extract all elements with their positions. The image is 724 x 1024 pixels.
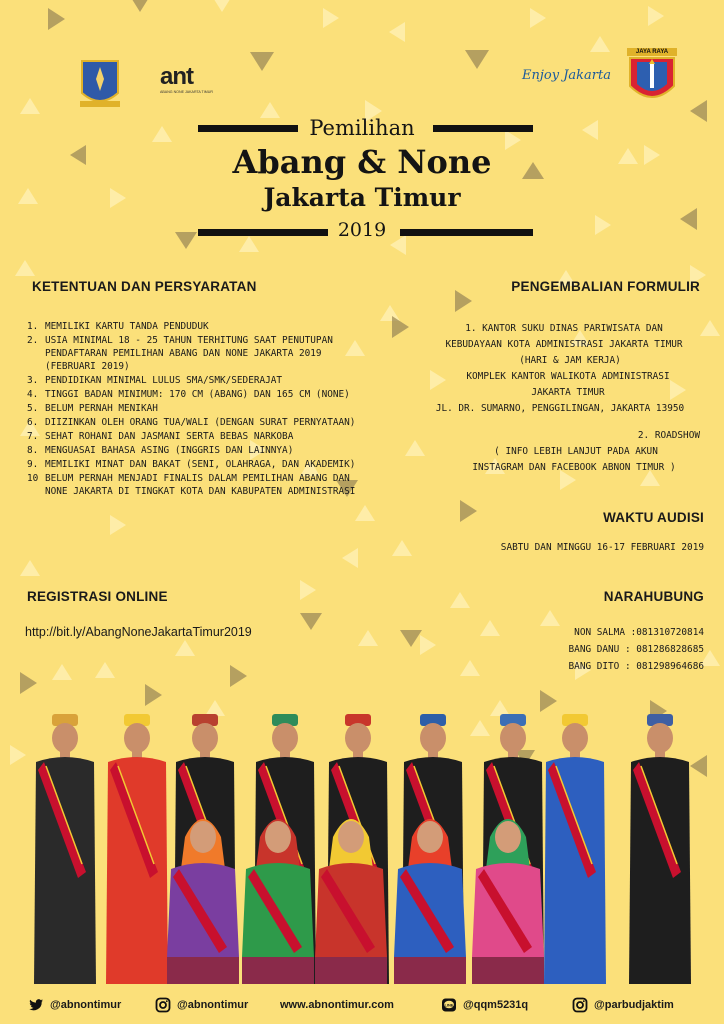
registration-url-link[interactable]: http://bit.ly/AbangNoneJakartaTimur2019 <box>25 625 252 639</box>
contact-danu: BANG DANU : 081286828685 <box>568 644 704 655</box>
footer-website[interactable] <box>280 994 394 1016</box>
triangle-decoration <box>389 22 405 42</box>
finalist-front-row <box>470 807 546 984</box>
regional-emblem-logo <box>76 57 124 111</box>
triangle-decoration <box>480 620 500 636</box>
requirement-text: BELUM PERNAH MENJADI FINALIS DALAM PEMILIHAN ABANG DAN NONE JAKARTA DI TINGKAT KOTA DAN KABUPATEN ADMINISTRASI <box>45 473 356 497</box>
footer-line-handle: @qqm5231q <box>463 999 529 1011</box>
enjoy-jakarta-logo <box>522 60 618 90</box>
requirement-item <box>27 320 357 333</box>
ant-logo-subtext: ABANG NONE JAKARTA TIMUR <box>160 90 213 94</box>
triangle-decoration <box>392 540 412 556</box>
line-chat-icon <box>441 997 457 1013</box>
requirement-item <box>27 472 357 498</box>
title-year: 2019 <box>337 219 387 241</box>
audition-heading: WAKTU AUDISI <box>603 510 704 525</box>
triangle-decoration <box>20 672 37 694</box>
ant-logo-text: ant <box>160 63 193 90</box>
return-form-line: JL. DR. SUMARNO, PENGGILINGAN, JAKARTA 13950 <box>435 403 685 414</box>
triangle-decoration <box>15 260 35 276</box>
requirement-number: 4. <box>27 389 39 400</box>
triangle-decoration <box>212 0 232 12</box>
footer-twitter[interactable] <box>28 994 121 1016</box>
triangle-decoration <box>460 500 477 522</box>
instagram-icon <box>155 997 171 1013</box>
footer-instagram-handle: @abnontimur <box>177 999 249 1011</box>
registration-heading: REGISTRASI ONLINE <box>27 589 168 604</box>
triangle-decoration <box>250 52 274 71</box>
return-form-line: ( INFO LEBIH LANJUT PADA AKUN <box>494 446 658 457</box>
instagram-icon <box>572 997 588 1013</box>
requirement-number: 3. <box>27 375 39 386</box>
triangle-decoration <box>20 560 40 576</box>
requirement-text: TINGGI BADAN MINIMUM: 170 CM (ABANG) DAN 165 CM (NONE) <box>45 389 350 400</box>
footer-website-link: www.abnontimur.com <box>280 999 394 1011</box>
requirement-text: MEMILIKI MINAT DAN BAKAT (SENI, OLAHRAGA, DAN AKADEMIK) <box>45 459 356 470</box>
return-form-line: 2. ROADSHOW <box>637 430 700 441</box>
requirement-text: MEMILIKI KARTU TANDA PENDUDUK <box>45 321 209 332</box>
requirement-item <box>27 374 357 387</box>
enjoy-jakarta-text: Enjoy Jakarta <box>522 68 611 83</box>
requirement-text: MENGUASAI BAHASA ASING (INGGRIS DAN LAINNYA) <box>45 445 294 456</box>
requirement-item <box>27 430 357 443</box>
footer-twitter-handle: @abnontimur <box>50 999 122 1011</box>
requirements-heading: KETENTUAN DAN PERSYARATAN <box>32 279 257 294</box>
triangle-decoration <box>455 290 472 312</box>
footer-instagram-2[interactable] <box>572 994 674 1016</box>
contacts-heading: NARAHUBUNG <box>603 589 704 604</box>
requirement-item <box>27 416 357 429</box>
triangle-decoration <box>95 662 115 678</box>
finalist-back-row <box>625 712 695 984</box>
triangle-decoration <box>20 98 40 114</box>
svg-text:LINE: LINE <box>444 1002 454 1008</box>
jaya-raya-ribbon: JAYA RAYA <box>627 48 677 56</box>
requirements-list <box>27 320 357 499</box>
triangle-decoration <box>145 684 162 706</box>
finalist-front-row <box>313 807 389 984</box>
requirement-number: 5. <box>27 403 39 414</box>
return-form-line: 1. KANTOR SUKU DINAS PARIWISATA DAN <box>465 323 663 334</box>
triangle-decoration <box>400 630 422 647</box>
finalist-front-row <box>165 807 241 984</box>
finalist-back-row <box>102 712 172 984</box>
footer-instagram[interactable] <box>155 994 248 1016</box>
return-form-line: KOMPLEK KANTOR WALIKOTA ADMINISTRASI <box>466 371 670 382</box>
finalist-back-row <box>30 712 100 984</box>
triangle-decoration <box>342 548 358 568</box>
jakarta-coat-of-arms-logo <box>627 48 677 106</box>
return-form-block <box>420 322 720 474</box>
title-line-2: Abang & None <box>232 143 492 181</box>
finalist-front-row <box>392 807 468 984</box>
requirement-item <box>27 444 357 457</box>
triangle-decoration <box>648 6 664 26</box>
requirement-item <box>27 388 357 401</box>
triangle-decoration <box>52 664 72 680</box>
requirement-text: BELUM PERNAH MENIKAH <box>45 403 158 414</box>
contact-dito: BANG DITO : 081298964686 <box>568 661 704 672</box>
triangle-decoration <box>450 592 470 608</box>
triangle-decoration <box>420 635 436 655</box>
triangle-decoration <box>465 50 489 69</box>
requirement-item <box>27 458 357 471</box>
triangle-decoration <box>300 613 322 630</box>
triangle-decoration <box>10 745 26 765</box>
requirement-item <box>27 402 357 415</box>
requirement-number: 1. <box>27 321 39 332</box>
requirement-text: PENDIDIKAN MINIMAL LULUS SMA/SMK/SEDERAJAT <box>45 375 283 386</box>
return-form-line: INSTAGRAM DAN FACEBOOK ABNON TIMUR ) <box>472 462 676 473</box>
return-form-line: (HARI & JAM KERJA) <box>519 355 621 366</box>
title-line-1: Pemilihan <box>309 116 415 140</box>
return-form-heading: PENGEMBALIAN FORMULIR <box>511 279 700 294</box>
requirement-number: 9. <box>27 459 39 470</box>
triangle-decoration <box>460 660 480 676</box>
footer-instagram2-handle: @parbudjaktim <box>594 999 674 1011</box>
requirement-text: DIIZINKAN OLEH ORANG TUA/WALI (DENGAN SURAT PERNYATAAN) <box>45 417 356 428</box>
triangle-decoration <box>540 610 560 626</box>
requirement-number: 2. <box>27 335 39 346</box>
triangle-decoration <box>590 36 610 52</box>
contact-salma: NON SALMA :081310720814 <box>574 627 704 638</box>
requirement-text: USIA MINIMAL 18 - 25 TAHUN TERHITUNG SAAT PENUTUPAN PENDAFTARAN PEMILIHAN ABANG DAN NONE JAKARTA 2019 (FEBRUARI 2019) <box>45 335 333 372</box>
title-line-3: Jakarta Timur <box>263 183 461 212</box>
triangle-decoration <box>358 630 378 646</box>
triangle-decoration <box>110 515 126 535</box>
requirement-number: 10 <box>27 473 39 484</box>
ant-logo <box>160 64 220 104</box>
requirement-item <box>27 334 357 373</box>
finalists-group-photo <box>30 712 710 984</box>
triangle-decoration <box>130 0 150 12</box>
requirement-text: SEHAT ROHANI DAN JASMANI SERTA BEBAS NARKOBA <box>45 431 294 442</box>
contacts-block <box>569 624 704 675</box>
triangle-decoration <box>323 8 339 28</box>
triangle-decoration <box>540 690 557 712</box>
requirement-number: 7. <box>27 431 39 442</box>
triangle-decoration <box>355 505 375 521</box>
triangle-decoration <box>300 580 316 600</box>
requirement-number: 8. <box>27 445 39 456</box>
triangle-decoration <box>392 316 409 338</box>
triangle-decoration <box>230 665 247 687</box>
requirement-number: 6. <box>27 417 39 428</box>
triangle-decoration <box>175 640 195 656</box>
return-form-line: JAKARTA TIMUR <box>531 387 605 398</box>
footer-line[interactable] <box>441 994 528 1016</box>
return-form-line: KEBUDAYAAN KOTA ADMINISTRASI JAKARTA TIMUR <box>445 339 683 350</box>
triangle-decoration <box>530 8 546 28</box>
audition-text: SABTU DAN MINGGU 16-17 FEBRUARI 2019 <box>500 542 704 553</box>
twitter-icon <box>28 997 44 1013</box>
finalist-front-row <box>240 807 316 984</box>
triangle-decoration <box>48 8 65 30</box>
finalist-back-row <box>540 712 610 984</box>
